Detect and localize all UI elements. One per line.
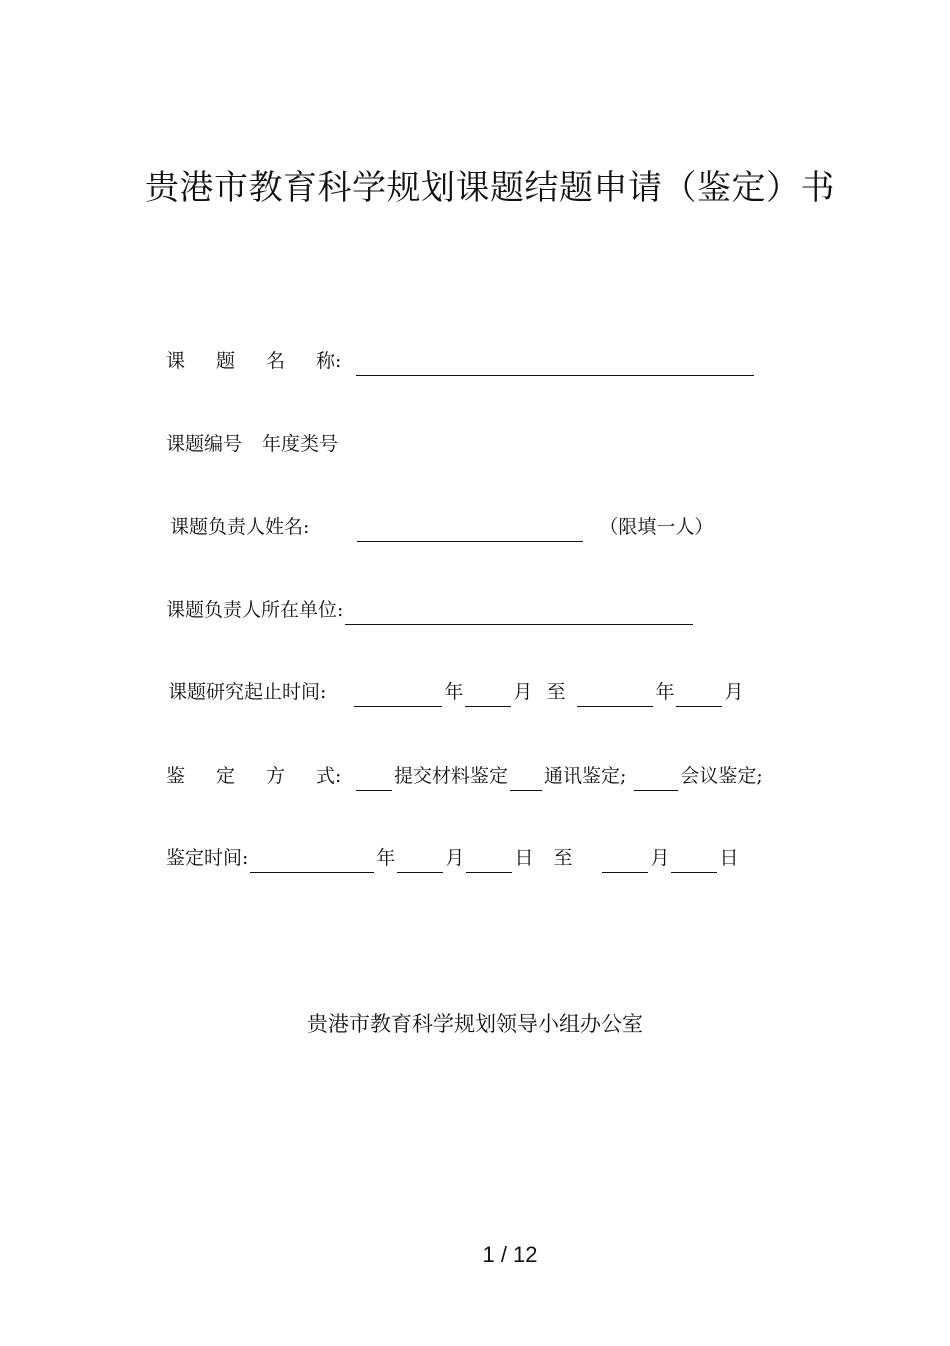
field-topic-name xyxy=(166,346,756,376)
start-year-input[interactable] xyxy=(354,684,442,707)
topic-name-input[interactable] xyxy=(356,353,754,376)
page-number: 1 / 12 xyxy=(482,1242,538,1267)
leader-name-label: 课题负责人姓名: xyxy=(170,516,310,538)
appraisal-day-input[interactable] xyxy=(466,850,512,873)
field-leader-unit xyxy=(166,595,695,625)
field-topic-number xyxy=(166,429,338,459)
leader-name-input[interactable] xyxy=(357,519,583,542)
period-label: 课题研究起止时间: xyxy=(168,681,327,703)
method-option-materials-check[interactable] xyxy=(356,768,392,791)
topic-name-label: 课 题 名 称: xyxy=(166,350,342,372)
leader-unit-input[interactable] xyxy=(345,602,693,625)
year-type-label: 年度类号 xyxy=(262,433,339,455)
end-year-input[interactable] xyxy=(577,684,653,707)
appraisal-end-day-input[interactable] xyxy=(671,850,717,873)
page-title: 贵港市教育科学规划课题结题申请（鉴定）书 xyxy=(145,168,835,208)
method-option-correspondence-check[interactable] xyxy=(510,768,542,791)
field-appraisal-time: 鉴定时间: 年 月 日 至 月 日 xyxy=(166,843,739,873)
method-option-materials: 提交材料鉴定 xyxy=(394,765,509,787)
method-option-meeting: 会议鉴定; xyxy=(680,765,763,787)
topic-number-label: 课题编号 xyxy=(166,433,243,455)
method-option-correspondence: 通讯鉴定; xyxy=(544,765,627,787)
leader-name-note: （限填一人） xyxy=(599,516,714,538)
leader-unit-label: 课题负责人所在单位: xyxy=(166,599,344,621)
end-month-input[interactable] xyxy=(676,684,722,707)
appraisal-time-label: 鉴定时间: xyxy=(166,847,249,869)
field-research-period: 课题研究起止时间: 年 月 至 年 月 xyxy=(168,677,743,707)
field-appraisal-method xyxy=(166,761,763,791)
appraisal-month-input[interactable] xyxy=(397,850,443,873)
method-option-meeting-check[interactable] xyxy=(634,768,678,791)
appraisal-end-month-input[interactable] xyxy=(602,850,648,873)
method-label: 鉴 定 方 式: xyxy=(166,765,342,787)
appraisal-year-input[interactable] xyxy=(250,850,374,873)
field-leader-name xyxy=(170,512,713,542)
start-month-input[interactable] xyxy=(465,684,511,707)
issuing-organization: 贵港市教育科学规划领导小组办公室 xyxy=(307,1012,643,1036)
